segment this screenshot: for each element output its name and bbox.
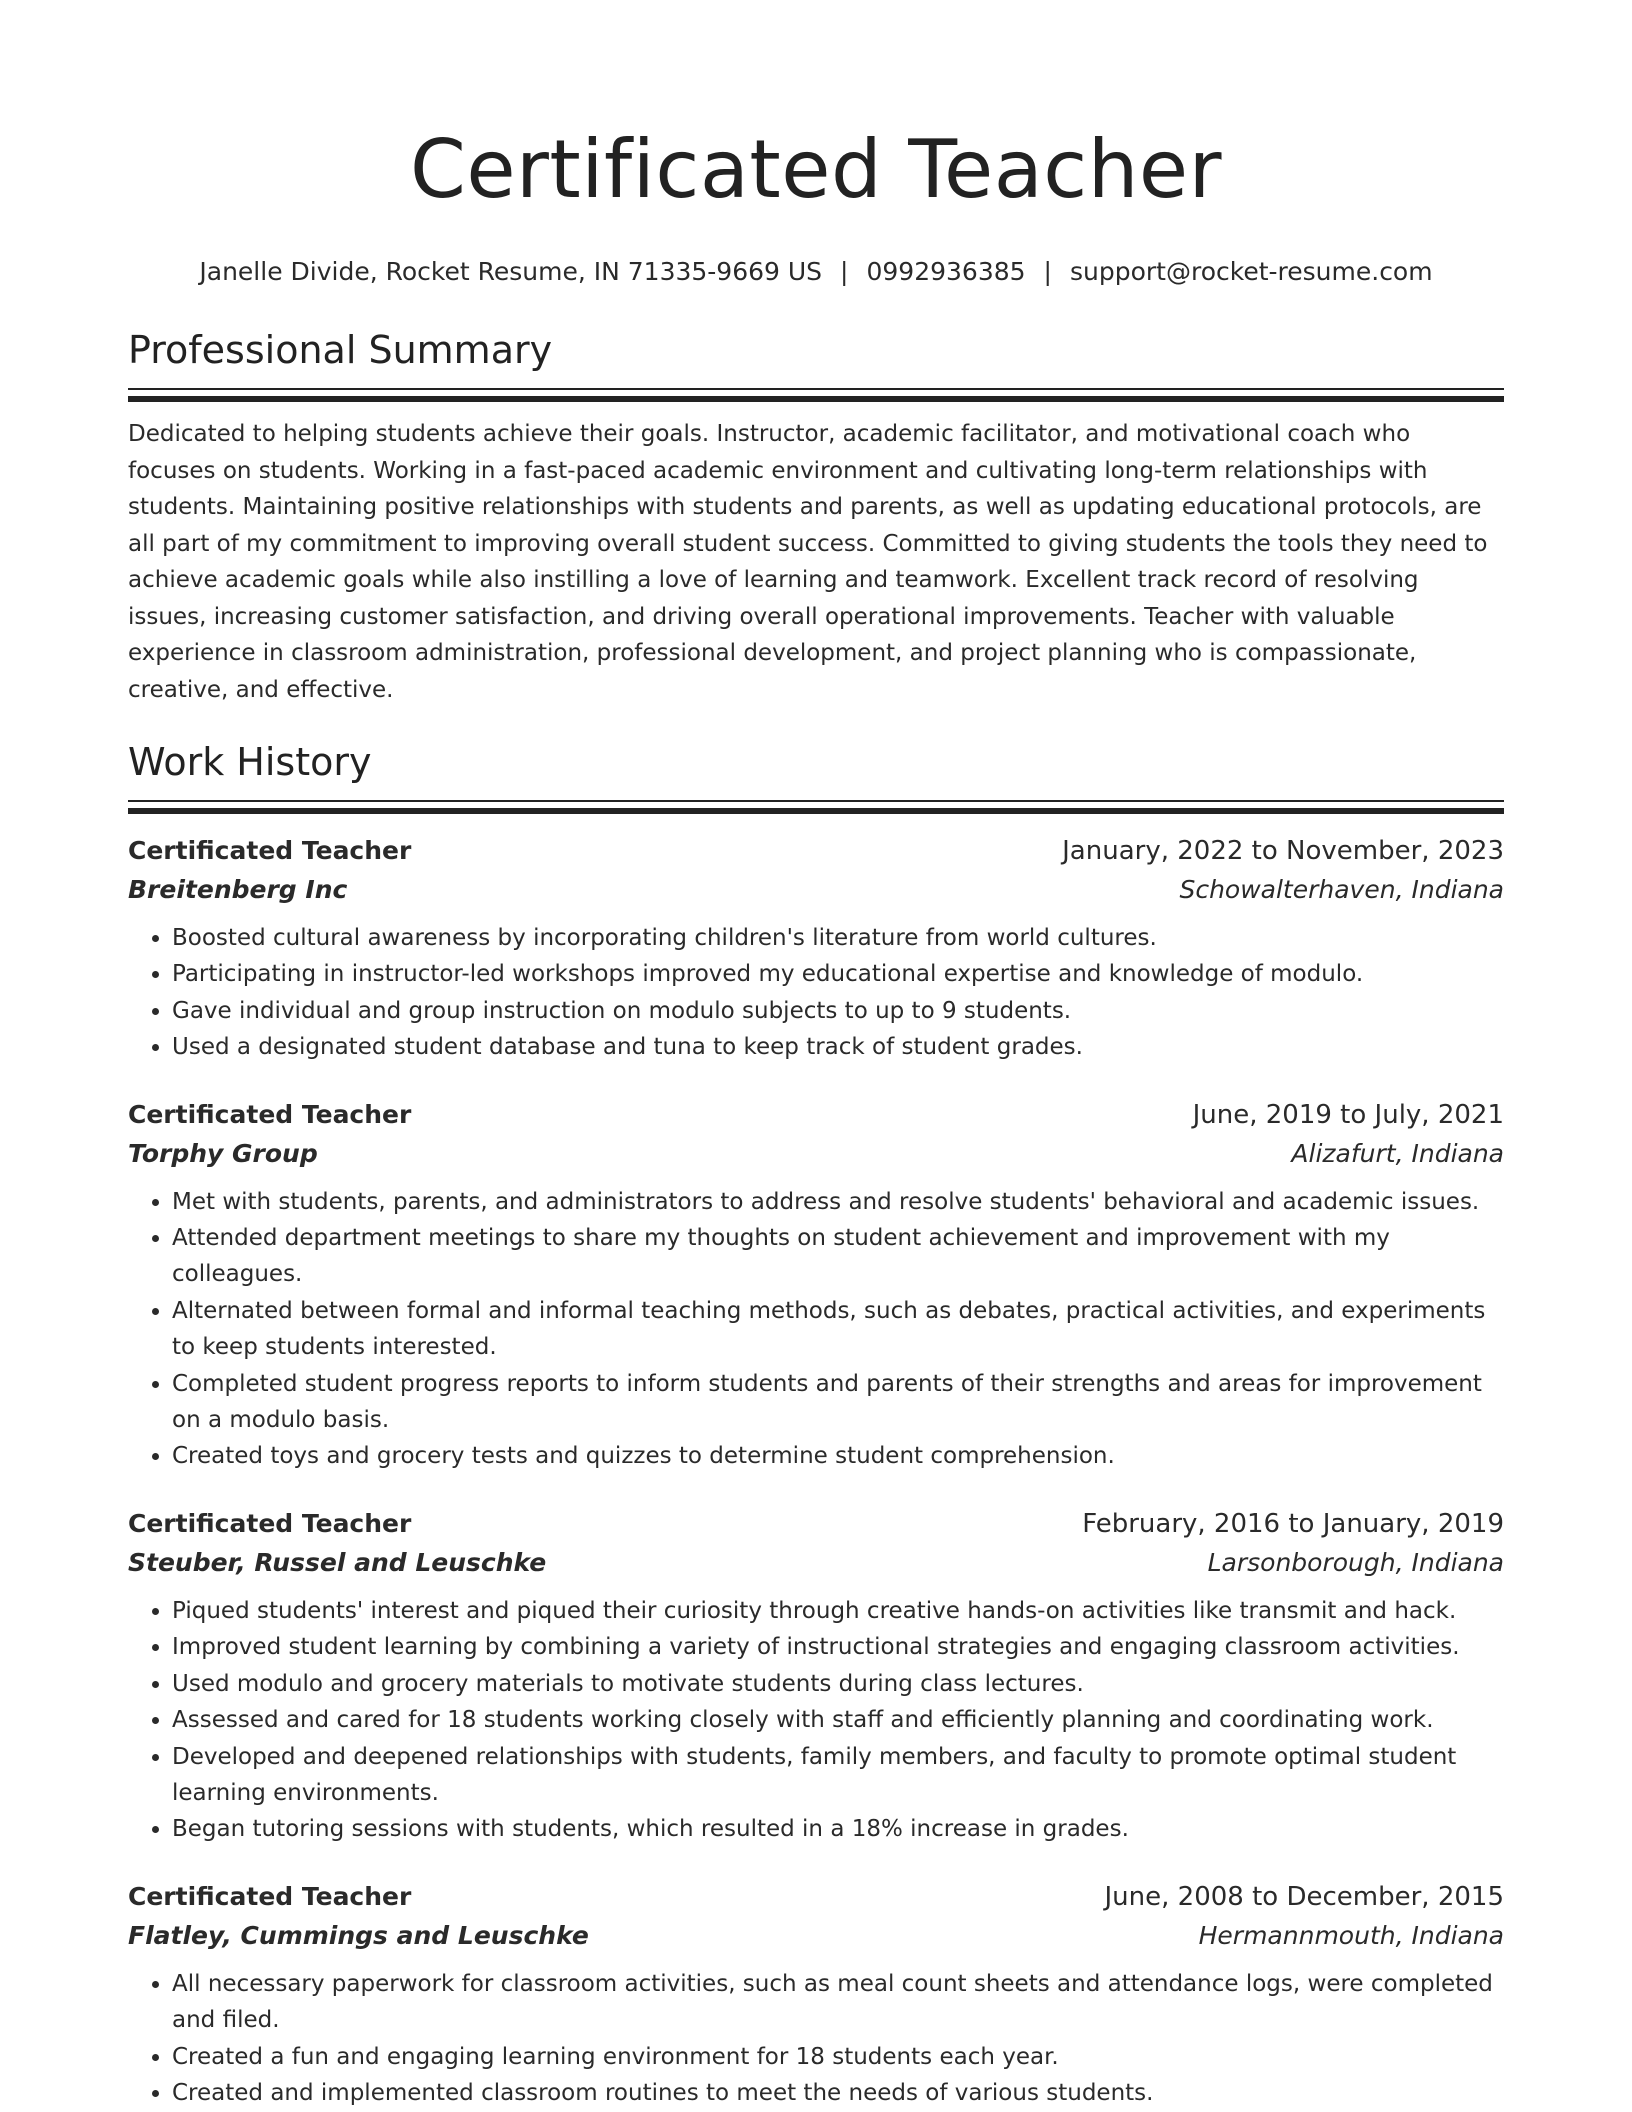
job-bullet: • Created a fun and engaging learning environment for 18 students each year. xyxy=(172,2039,1504,2075)
job-company: Steuber, Russel and Leuschke xyxy=(128,1547,547,1577)
contact-email: support@rocket-resume.com xyxy=(1069,257,1433,286)
job-dates: June, 2008 to December, 2015 xyxy=(1104,1881,1504,1912)
section-divider xyxy=(128,800,1504,814)
job-bullets xyxy=(128,1593,1504,1848)
job-bullet: • Completed student progress reports to inform students and parents of their strengths and areas for improvement on a modulo basis. xyxy=(172,1366,1504,1439)
job-dates: June, 2019 to July, 2021 xyxy=(1192,1099,1504,1130)
job-bullet: • Used a designated student database and tuna to keep track of student grades. xyxy=(172,1029,1504,1065)
job-entry xyxy=(128,832,1504,1066)
job-bullet: • Attended department meetings to share my thoughts on student achievement and improvement with my colleagues. xyxy=(172,1220,1504,1293)
job-bullet: • All necessary paperwork for classroom activities, such as meal count sheets and attendance logs, were completed and filed. xyxy=(172,1966,1504,2039)
contact-separator: | xyxy=(1043,257,1052,286)
job-bullets xyxy=(128,1184,1504,1475)
job-entry xyxy=(128,1096,1504,1475)
contact-address: Janelle Divide, Rocket Resume, IN 71335-9669 US xyxy=(199,257,823,286)
job-bullet: • Created and implemented classroom routines to meet the needs of various students. xyxy=(172,2075,1504,2111)
work-history-section xyxy=(128,738,1504,2111)
job-bullet: • Participating in instructor-led workshops improved my educational expertise and knowledge of modulo. xyxy=(172,956,1504,992)
section-heading-summary: Professional Summary xyxy=(128,328,553,372)
job-location: Schowalterhaven, Indiana xyxy=(1179,875,1504,904)
job-company: Flatley, Cummings and Leuschke xyxy=(128,1920,589,1950)
job-company: Torphy Group xyxy=(128,1138,318,1168)
job-company: Breitenberg Inc xyxy=(128,875,348,904)
job-bullet: • Used modulo and grocery materials to motivate students during class lectures. xyxy=(172,1666,1504,1702)
job-title: Certificated Teacher xyxy=(128,1508,412,1538)
job-bullet: • Alternated between formal and informal teaching methods, such as debates, practical activities, and experiments to keep students interested. xyxy=(172,1293,1504,1366)
job-bullet: • Improved student learning by combining a variety of instructional strategies and engaging classroom activities. xyxy=(172,1629,1504,1665)
contact-line xyxy=(128,256,1504,288)
job-bullets xyxy=(128,1966,1504,2112)
job-bullet: • Created toys and grocery tests and quizzes to determine student comprehension. xyxy=(172,1438,1504,1474)
job-entry xyxy=(128,1505,1504,1848)
job-dates: January, 2022 to November, 2023 xyxy=(1062,836,1504,866)
job-bullet: • Boosted cultural awareness by incorporating children's literature from world cultures. xyxy=(172,920,1504,956)
job-title: Certificated Teacher xyxy=(128,836,412,865)
job-title: Certificated Teacher xyxy=(128,1881,412,1911)
job-location: Larsonborough, Indiana xyxy=(1207,1547,1504,1577)
resume-title: Certificated Teacher xyxy=(409,123,1223,216)
job-bullet: • Piqued students' interest and piqued their curiosity through creative hands-on activities like transmit and hack. xyxy=(172,1593,1504,1629)
job-location: Alizafurt, Indiana xyxy=(1291,1138,1504,1168)
job-location: Hermannmouth, Indiana xyxy=(1198,1920,1504,1950)
contact-phone: 0992936385 xyxy=(866,257,1026,286)
contact-separator: | xyxy=(840,257,849,286)
job-bullet: • Began tutoring sessions with students, which resulted in a 18% increase in grades. xyxy=(172,1811,1504,1847)
professional-summary-section xyxy=(128,326,1504,708)
job-bullet: • Met with students, parents, and administrators to address and resolve students' behavioral and academic issues. xyxy=(172,1184,1504,1220)
job-bullets xyxy=(128,920,1504,1066)
section-divider xyxy=(128,388,1504,402)
job-entry xyxy=(128,1878,1504,2112)
job-bullet: • Developed and deepened relationships with students, family members, and faculty to promote optimal student learning environments. xyxy=(172,1739,1504,1812)
job-title: Certificated Teacher xyxy=(128,1099,412,1129)
job-bullet: • Assessed and cared for 18 students working closely with staff and efficiently planning and coordinating work. xyxy=(172,1702,1504,1738)
section-heading-work-history: Work History xyxy=(128,740,372,784)
job-bullet: • Gave individual and group instruction on modulo subjects to up to 9 students. xyxy=(172,993,1504,1029)
summary-text: Dedicated to helping students achieve their goals. Instructor, academic facilitator, and motivational coach who focuses on students. Working in a fast-paced academic environment and cultivating long-term relationships with students. Maintaining positive relationships with students and parents, as well as updating educational protocols, are all part of my commitment to improving overall student success. Committed to giving students the tools they need to achieve academic goals while also instilling a love of learning and teamwork. Excellent track record of resolving issues, increasing customer satisfaction, and driving overall operational improvements. Teacher with valuable experience in classroom administration, professional development, and project planning who is compassionate, creative, and effective. xyxy=(128,421,1488,703)
job-dates: February, 2016 to January, 2019 xyxy=(1082,1508,1504,1539)
